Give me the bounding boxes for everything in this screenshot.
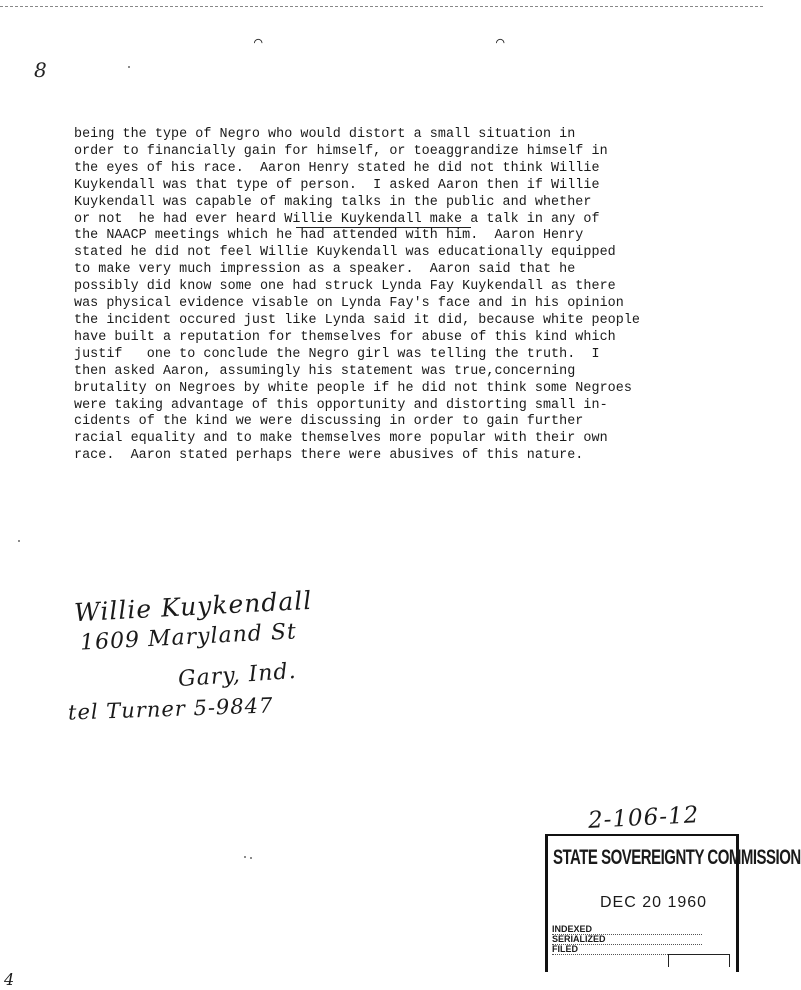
stamp-label-indexed: INDEXED (552, 925, 702, 935)
body-line: to make very much impression as a speaker. Aaron said that he (74, 262, 576, 278)
body-line: Kuykendall was capable of making talks in the public and whether (74, 194, 592, 210)
body-line: Kuykendall was that type of person. I asked Aaron then if Willie (74, 177, 600, 193)
scan-speck (250, 857, 252, 859)
handwritten-street: 1609 Maryland St (79, 619, 298, 656)
name-underline (296, 227, 471, 228)
body-line: stated he did not feel Willie Kuykendall was educationally equipped (74, 245, 616, 261)
body-line: were taking advantage of this opportunity and distorting small in- (74, 397, 608, 413)
stamp-bar (668, 954, 730, 967)
scan-speck (18, 540, 20, 542)
scan-speck (244, 856, 246, 858)
body-line: justif one to conclude the Negro girl was telling the truth. I (74, 346, 600, 362)
body-line: racial equality and to make themselves more popular with their own (74, 431, 608, 447)
commission-stamp (545, 834, 801, 972)
body-line: then asked Aaron, assumingly his statement was true,concerning (74, 363, 576, 379)
handwritten-name: Willie Kuykendall (73, 585, 313, 628)
top-border (0, 0, 763, 7)
body-line: have built a reputation for themselves for abuse of this kind which (74, 329, 616, 345)
stamp-label-filed: FILED (552, 945, 702, 955)
body-line: race. Aaron stated perhaps there were abusives of this nature. (74, 448, 584, 464)
body-line: order to financially gain for himself, or toeaggrandize himself in (74, 143, 608, 159)
body-line: possibly did know some one had struck Lynda Fay Kuykendall as there (74, 279, 616, 295)
body-line: cidents of the kind we were discussing in order to gain further (74, 414, 584, 430)
stamp-label-serialized: SERIALIZED (552, 935, 702, 945)
dash-mark-left: ⌒ (254, 35, 263, 51)
body-line: or not he had ever heard Willie Kuykendall make a talk in any of (74, 211, 600, 227)
body-line: being the type of Negro who would distort a small situation in (74, 127, 576, 142)
body-line: the eyes of his race. Aaron Henry stated he did not think Willie (74, 160, 600, 176)
stamp-title: STATE SOVEREIGNTY COMMISSION (553, 846, 801, 870)
dash-mark-right: ⌒ (496, 35, 505, 51)
body-text (74, 127, 714, 465)
top-page-number: 8 (34, 58, 47, 82)
body-line: was physical evidence visable on Lynda Fay's face and in his opinion (74, 296, 624, 312)
handwritten-city: Gary, Ind. (177, 658, 298, 693)
stamp-date: DEC 20 1960 (600, 894, 708, 911)
body-line: the NAACP meetings which he had attended with him. Aaron Henry (74, 228, 584, 244)
stamp-labels (552, 925, 702, 955)
body-line: brutality on Negroes by white people if he did not think some Negroes (74, 380, 632, 396)
bottom-page-number: 4 (4, 970, 15, 989)
file-number: 2-106-12 (587, 802, 700, 834)
handwritten-phone: tel Turner 5-9847 (67, 693, 274, 725)
body-line: the incident occured just like Lynda said it did, because white people (74, 312, 640, 328)
scan-speck (128, 66, 130, 68)
